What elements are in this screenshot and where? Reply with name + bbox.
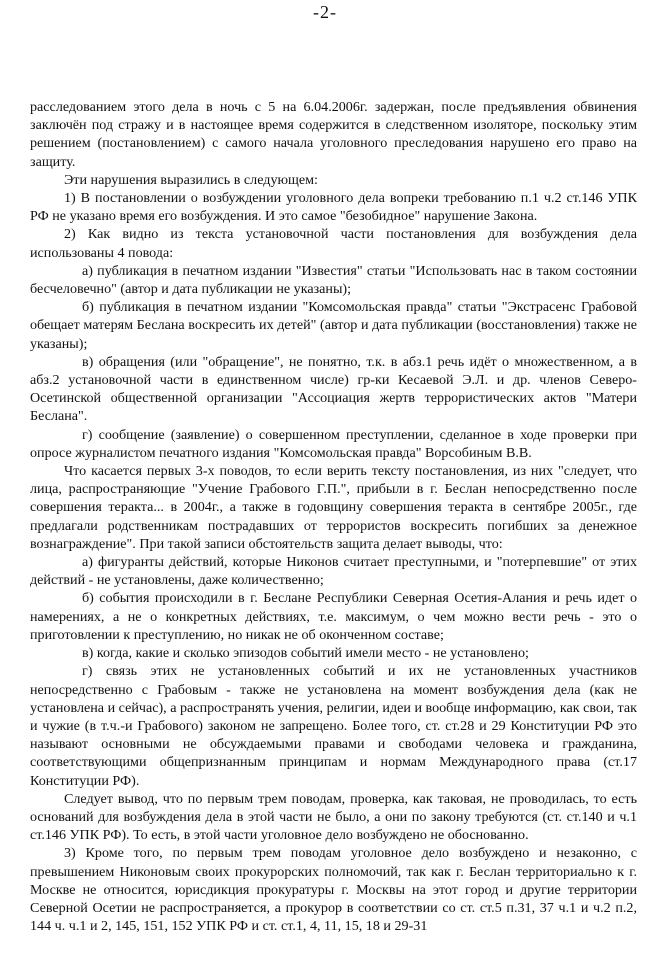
paragraph: Что касается первых 3-х поводов, то если верить тексту постановления, из них "следует, что лица, распространяющие "Учение Грабового Г.П.", прибыли в г. Беслан непосредственно после совершения теракта... в 2004г., а также в годовщину совершения теракта в сентябре 2005г., где предлагали родственникам пострадавших от террористов воскресить погибших за денежное вознаграждение". При такой записи обстоятельств защита делает выводы, что: (30, 463, 637, 552)
paragraph: г) сообщение (заявление) о совершенном преступлении, сделанное в ходе проверки при опросе журналистом печатного издания "Комсомольская правда" Ворсобиным В.В. (30, 426, 637, 461)
paragraph: 3) Кроме того, по первым трем поводам уголовное дело возбуждено и незаконно, с превышением Никоновым своих прокурорских полномочий, так как г. Беслан территориально к г. Москве не относится, юрисдикция прокуратуры г. Москвы на этот город и другие территории Северной Осетии не распространяется, а прокурор в соответствии со ст. ст.5 п.31, 37 ч.1 и ч.2 п.2, 144 ч. ч.1 и 2, 145, 151, 152 УПК РФ и ст. ст.1, 4, 11, 15, 18 и 29-31 (30, 845, 637, 935)
paragraph: а) публикация в печатном издании "Известия" статьи "Использовать нас в таком состоянии бесчеловечно" (автор и дата публикации не указаны); (30, 262, 637, 298)
paragraph: г) связь этих не установленных событий и их не установленных участников непосредственно с Грабовым - также не установлена на момент возбуждения дела (как не установлена и сейчас), а распространять учения, религии, идеи и вообще информацию, как свои, так и чужие (в т.ч.-и Грабового) законом не запрещено. Более того, ст. ст.28 и 29 Конституции РФ это называют основными не обсуждаемыми правами и свободами человека и гражданина, соответствующими общепризнанным принципам и нормам Международного права (ст.17 Конституции РФ). (30, 663, 637, 789)
paragraph: в) когда, какие и сколько эпизодов событий имели место - не установлено; (82, 645, 529, 662)
document-body (30, 98, 637, 935)
paragraph: в) обращения (или "обращение", не понятно, т.к. в абз.1 речь идёт о множественном, а в абз.2 установочной части в единственном числе) гр-ки Кесаевой Э.Л. и др. членов Северо-Осетинской общественной организации "Ассоциация жертв террористических актов "Матери Беслана". (30, 353, 637, 425)
paragraph: Эти нарушения выразились в следующем: (64, 171, 318, 188)
paragraph: б) события происходили в г. Беслане Республики Северная Осетия-Алания и речь идет о намерениях, а не о конкретных действиях, т.е. максимум, о чем можно вести речь - это о приготовлении к преступлению, но никак не об оконченном составе; (30, 590, 637, 643)
paragraph: 1) В постановлении о возбуждении уголовного дела вопреки требованию п.1 ч.2 ст.146 УПК РФ не указано время его возбуждения. И это самое "безобидное" нарушение Закона. (30, 190, 637, 225)
paragraph: расследованием этого дела в ночь с 5 на 6.04.2006г. задержан, после предъявления обвинения заключён под стражу и в настоящее время содержится в следственном изоляторе, поскольку этим решением (постановлением) с самого начала уголовного преследования нарушено его право на защиту. (30, 99, 637, 170)
page-number: -2- (313, 2, 337, 22)
paragraph: 2) Как видно из текста установочной части постановления для возбуждения дела использованы 4 повода: (30, 226, 637, 261)
paragraph: а) фигуранты действий, которые Никонов считает преступными, и "потерпевшие" от этих действий - не установлены, даже количественно; (30, 554, 637, 589)
paragraph: Следует вывод, что по первым трем поводам, проверка, как таковая, не проводилась, то есть оснований для возбуждения дела в этой части не было, а они по закону требуются (ст. ст.140 и ч.1 ст.146 УПК РФ). То есть, в этой части уголовное дело возбуждено не обоснованно. (30, 790, 637, 844)
paragraph: б) публикация в печатном издании "Комсомольская правда" статьи "Экстрасенс Грабовой обещает матерям Беслана воскресить их детей" (автор и дата публикации (восстановления) также не указаны); (30, 299, 637, 352)
